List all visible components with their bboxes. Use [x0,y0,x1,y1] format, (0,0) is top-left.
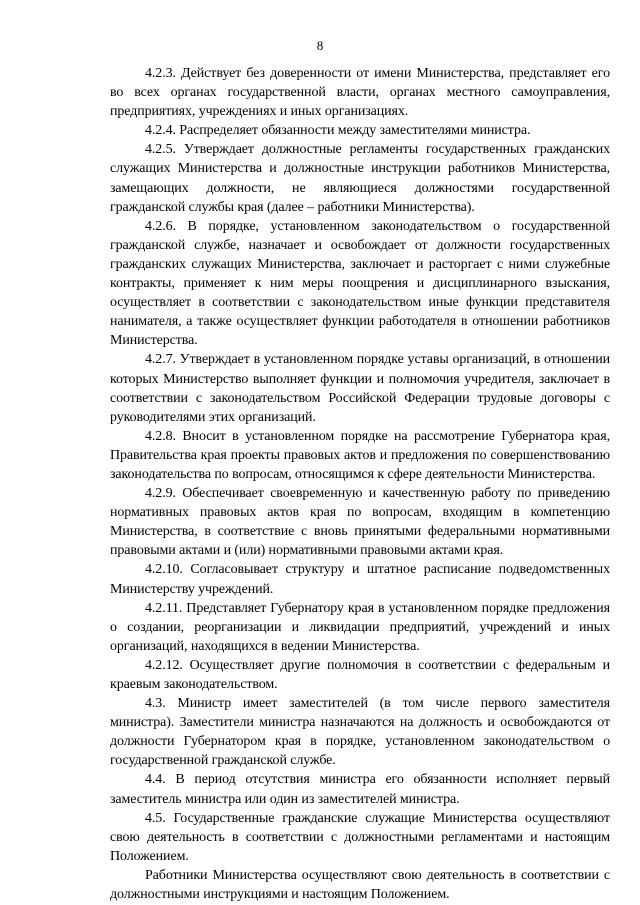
paragraph-4-2-6: 4.2.6. В порядке, установленном законодательством о государственной гражданской службе, назначает и освобождает от должности государственных гражданских служащих Министерства, заключает и расторгает с ними служебные контракты, применяет к ним меры поощрения и дисциплинарного взыскания, осуществляет в соответствии с законодательством иные функции представителя нанимателя, а также осуществляет функции работодателя в отношении работников Министерства. [110,218,610,349]
paragraph-4-2-10: 4.2.10. Согласовывает структуру и штатное расписание подведомственных Министерству учреждений. [110,562,610,597]
paragraph-4-2-8: 4.2.8. Вносит в установленном порядке на рассмотрение Губернатора края, Правительства края проекты правовых актов и предложения по совершенствованию законодательства по вопросам, относящимся к сфере деятельности Министерства. [110,428,610,482]
paragraph-4-2-11: 4.2.11. Представляет Губернатору края в установленном порядке предложения о создании, реорганизации и ликвидации предприятий, учреждений и иных организаций, находящихся в ведении Министерства. [110,600,610,654]
page-number: 8 [316,38,324,53]
paragraph-4-2-9: 4.2.9. Обеспечивает своевременную и качественную работу по приведению нормативных правовых актов края по вопросам, входящим в компетенцию Министерства, в соответствие с вновь принятыми федеральными нормативными правовыми актами и (или) нормативными правовыми актами края. [110,486,610,559]
paragraph-4-2-7: 4.2.7. Утверждает в установленном порядке уставы организаций, в отношении которых Министерство выполняет функции и полномочия учредителя, заключает в соответствии с законодательством Российской Федерации трудовые договоры с руководителями этих организаций. [110,352,610,425]
paragraph-employees: Работники Министерства осуществляют свою деятельность в соответствии с должностными инструкциями и настоящим Положением. [110,867,610,903]
paragraph-4-3: 4.3. Министр имеет заместителей (в том числе первого заместителя министра). Заместители министра назначаются на должность и освобождаются от должности Губернатором края в порядке, установленном законодательством о государственной гражданской службе. [110,696,610,769]
paragraph-4-2-3: 4.2.3. Действует без доверенности от имени Министерства, представляет его во всех органах государственной власти, органах местного самоуправления, предприятиях, учреждениях и иных организациях. [110,66,610,120]
paragraph-4-2-4: 4.2.4. Распределяет обязанности между заместителями министра. [145,123,531,139]
document-body [110,64,610,904]
paragraph-4-2-12: 4.2.12. Осуществляет другие полномочия в соответствии с федеральным и краевым законодательством. [110,657,610,692]
paragraph-4-4: 4.4. В период отсутствия министра его обязанности исполняет первый заместитель министра или один из заместителей министра. [110,772,610,807]
paragraph-4-5: 4.5. Государственные гражданские служащие Министерства осуществляют свою деятельность в соответствии с должностными регламентами и настоящим Положением. [110,810,610,864]
paragraph-4-2-5: 4.2.5. Утверждает должностные регламенты государственных гражданских служащих Министерства и должностные инструкции работников Министерства, замещающих должности, не являющиеся должностями государственной гражданской службы края (далее – работники Министерства). [110,142,610,215]
